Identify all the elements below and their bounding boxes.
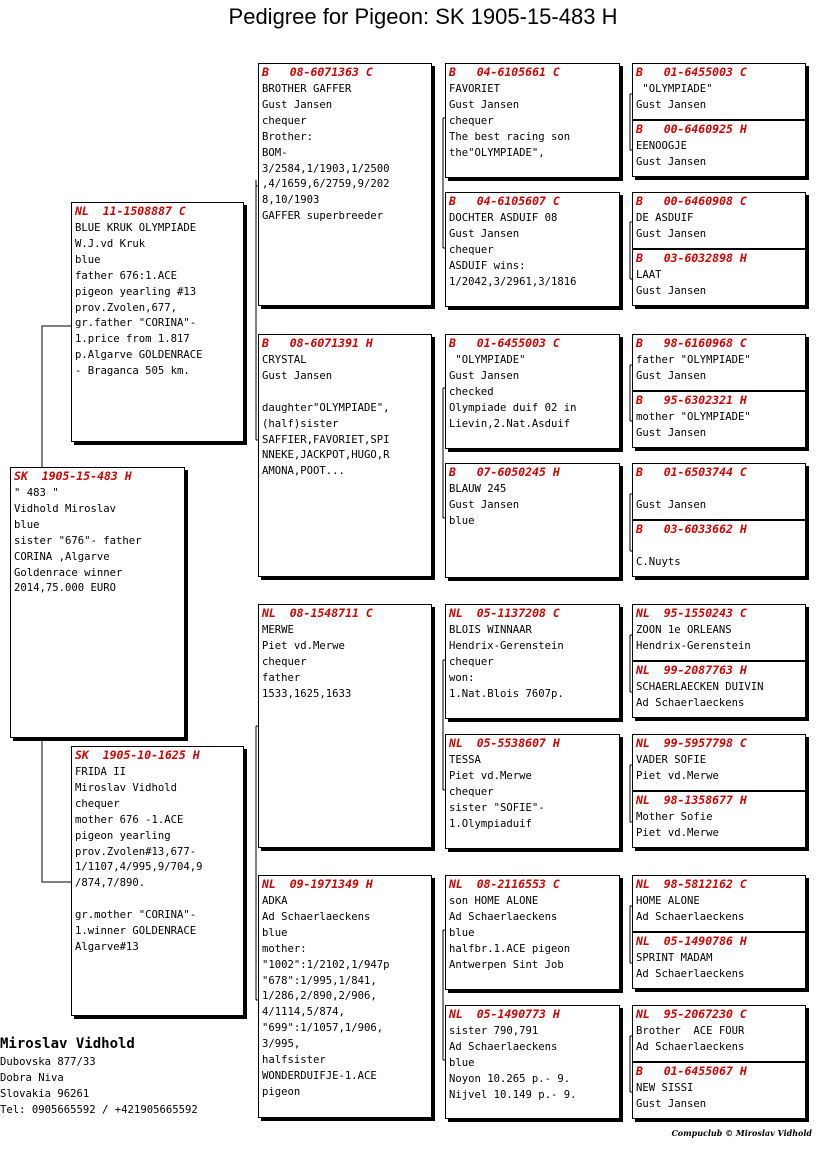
detail-line: 4/1114,5/874, [262,1006,345,1019]
detail-line: 1/2042,3/2961,3/1816 [449,275,577,288]
card-details [633,410,805,442]
ring-number: SK 1905-15-483 H [14,469,132,483]
detail-line: Gust Jansen [449,227,520,240]
card-details [446,353,619,433]
ring-number: B 08-6071363 C [262,65,373,79]
detail-line: sister "SOFIE"- [449,801,545,814]
ancestor-card-mff [445,604,620,719]
ancestor-card-g14 [632,932,806,989]
ring-number: B 08-6071391 H [262,336,373,350]
detail-line: Gust Jansen [636,98,707,111]
detail-line [75,892,241,908]
ring-number: NL 95-1550243 C [636,606,747,620]
paternal-grandmother-card [258,334,432,577]
detail-line: Gust Jansen [262,369,333,382]
ring-number: B 01-6503744 C [636,465,747,479]
detail-line: Vidhold Miroslav [14,502,117,515]
ancestor-card-g2 [632,120,806,177]
card-details [446,82,619,162]
maternal-grandfather-card [258,604,432,848]
detail-line: father 676:1.ACE [75,269,178,282]
detail-line: father [262,671,301,684]
detail-line: 1/1107,4/995,9/704,9 [75,861,203,874]
detail-line: chequer [262,655,307,668]
detail-line: GAFFER superbreeder [262,210,384,223]
ancestor-card-g6 [632,391,806,448]
detail-line: Gust Jansen [636,369,707,382]
ancestor-card-g3 [632,192,806,249]
detail-line: Brother ACE FOUR [636,1025,745,1037]
card-details [446,753,619,833]
detail-line: - Braganca 505 km. [75,365,190,378]
card-details [72,221,243,380]
detail-line: EENOOGJE [636,140,688,152]
detail-line: Lievin,2.Nat.Asduif [449,417,571,430]
card-details [259,353,431,480]
detail-line: checked [449,385,494,398]
card-details [446,211,619,291]
owner-name: Miroslav Vidhold [0,1036,135,1052]
ring-number: NL 95-2067230 C [636,1007,747,1021]
detail-line: sister "676"- father [14,534,142,547]
paternal-grandfather-card [258,63,432,306]
ring-number: B 00-6460908 C [636,194,747,208]
detail-line: BROTHER GAFFER [262,83,352,95]
page-title: Pedigree for Pigeon: SK 1905-15-483 H [228,4,618,29]
ring-number: NL 11-1508887 C [75,204,186,218]
detail-line: father "OLYMPIADE" [636,354,751,366]
card-details [633,82,805,114]
ring-number: NL 05-1137208 C [449,606,560,620]
detail-line: blue [14,518,40,531]
ring-number: B 00-6460925 H [636,122,747,136]
ring-number: NL 99-5957798 C [636,736,747,750]
detail-line: Gust Jansen [636,155,707,168]
maternal-grandmother-card [258,875,432,1118]
owner-phone: Tel: 0905665592 / +421905665592 [0,1104,198,1116]
detail-line: BLAUW 245 [449,483,507,495]
card-details [11,486,184,597]
detail-line: blue [262,926,288,939]
ancestor-card-g8 [632,520,806,577]
ancestor-card-g11 [632,734,806,791]
detail-line: " 483 " [14,487,59,499]
detail-line: blue [449,926,475,939]
detail-line: halfbr.1.ACE pigeon [449,942,571,955]
detail-line: blue [449,1056,475,1069]
detail-line: NNEKE,JACKPOT,HUGO,R [262,449,390,462]
detail-line: SAFFIER,FAVORIET,SPI [262,433,390,446]
detail-line: prov.Zvolen,677, [75,301,178,314]
detail-line: Gust Jansen [636,1097,707,1110]
ring-number: NL 08-2116553 C [449,877,560,891]
ring-number: B 03-6032898 H [636,251,747,265]
detail-line: LAAT [636,269,662,281]
detail-line: Ad Schaerlaeckens [449,910,558,923]
detail-line: DOCHTER ASDUIF 08 [449,212,558,224]
detail-line: 3/995, [262,1038,301,1051]
detail-line: HOME ALONE [636,895,700,907]
detail-line [262,385,429,401]
owner-address-line: Dobra Niva [0,1072,64,1084]
detail-line: pigeon yearling #13 [75,285,197,298]
card-details [633,894,805,926]
detail-line: SPRINT MADAM [636,952,713,964]
ring-number: B 01-6455003 C [636,65,747,79]
detail-line: Antwerpen Sint Job [449,958,564,971]
detail-line: mother: [262,942,307,955]
detail-line: Algarve#13 [75,940,139,953]
ancestor-card-ffm [445,192,620,307]
ancestor-card-g10 [632,661,806,718]
ancestor-card-fmm [445,463,620,578]
detail-line: chequer [449,655,494,668]
card-details [633,211,805,243]
ancestor-card-g9 [632,604,806,661]
card-details [633,680,805,712]
detail-line: Ad Schaerlaeckens [636,1040,745,1053]
detail-line: AMONA,POOT... [262,465,345,478]
card-details [446,623,619,703]
detail-line: won: [449,671,475,684]
detail-line: CRYSTAL [262,354,307,366]
detail-line: C.Nuyts [636,555,681,568]
detail-line: Ad Schaerlaeckens [636,910,745,923]
owner-address-line: Slovakia 96261 [0,1088,90,1100]
ancestor-card-mfm [445,734,620,849]
detail-line: chequer [449,114,494,127]
detail-line: Ad Schaerlaeckens [636,967,745,980]
detail-line: Gust Jansen [636,284,707,297]
detail-line: Gust Jansen [449,98,520,111]
detail-line: Brother: [262,130,314,143]
detail-line: 3/2584,1/1903,1/2500 [262,162,390,175]
ring-number: NL 05-1490786 H [636,934,747,948]
detail-line: The best racing son [449,130,571,143]
card-details [633,353,805,385]
ancestor-card-mmm [445,1005,620,1119]
detail-line: halfsister [262,1054,326,1067]
detail-line: CORINA ,Algarve [14,550,110,563]
ring-number: B 01-6455003 C [449,336,560,350]
subject-pigeon-card [10,467,185,738]
detail-line: Olympiade duif 02 in [449,401,577,414]
card-details [633,1024,805,1056]
detail-line: SCHAERLAECKEN DUIVIN [636,681,764,693]
ancestor-card-fmf [445,334,620,449]
owner-address-line: Dubovska 877/33 [0,1056,96,1068]
detail-line: blue [449,514,475,527]
detail-line: Goldenrace winner [14,566,123,579]
ring-number: B 98-6160968 C [636,336,747,350]
detail-line: TESSA [449,754,481,766]
ring-number: B 04-6105661 C [449,65,560,79]
ring-number: B 03-6033662 H [636,522,747,536]
ring-number: SK 1905-10-1625 H [75,748,200,762]
detail-line: chequer [449,785,494,798]
detail-line: prov.Zvolen#13,677- [75,845,197,858]
ancestor-card-g1 [632,63,806,120]
detail-line: chequer [262,114,307,127]
detail-line: son HOME ALONE [449,895,539,907]
detail-line: VADER SOFIE [636,754,707,766]
ancestor-card-g12 [632,791,806,848]
detail-line: Piet vd.Merwe [262,639,345,652]
ring-number: NL 99-2087763 H [636,663,747,677]
detail-line: WONDERDUIFJE-1.ACE [262,1069,377,1082]
detail-line: BLUE KRUK OLYMPIADE [75,222,197,234]
ring-number: B 95-6302321 H [636,393,747,407]
detail-line: daughter"OLYMPIADE", [262,401,390,414]
detail-line: mother "OLYMPIADE" [636,411,751,423]
detail-line: ASDUIF wins: [449,259,526,272]
detail-line: 1/286,2/890,2/906, [262,990,377,1003]
ring-number: NL 08-1548711 C [262,606,373,620]
detail-line: 1533,1625,1633 [262,687,352,700]
detail-line: gr.father "CORINA"- [75,317,197,330]
card-details [72,765,243,956]
owner-info [0,1034,198,1118]
card-details [633,482,805,514]
card-details [633,539,805,571]
detail-line: Gust Jansen [449,369,520,382]
detail-line: p.Algarve GOLDENRACE [75,349,203,362]
card-details [259,623,431,703]
detail-line: "OLYMPIADE" [449,354,526,366]
detail-line: blue [75,253,101,266]
detail-line: Noyon 10.265 p.- 9. [449,1072,571,1085]
detail-line: chequer [75,797,120,810]
ring-number: B 01-6455067 H [636,1064,747,1078]
detail-line: FRIDA II [75,766,127,778]
card-details [633,139,805,171]
detail-line: Miroslav Vidhold [75,781,178,794]
detail-line: sister 790,791 [449,1025,539,1037]
ring-number: B 04-6105607 C [449,194,560,208]
detail-line: Gust Jansen [636,227,707,240]
detail-line: 1.Nat.Blois 7607p. [449,687,564,700]
detail-line: 1.Olympiaduif [449,817,532,830]
card-details [259,82,431,225]
ancestor-card-g7 [632,463,806,520]
ring-number: NL 98-1358677 H [636,793,747,807]
detail-line: chequer [449,243,494,256]
card-details [446,894,619,974]
mother-card [71,746,244,1016]
detail-line: ,4/1659,6/2759,9/202 [262,178,390,191]
ring-number: NL 98-5812162 C [636,877,747,891]
detail-line [636,539,803,555]
detail-line: "OLYMPIADE" [636,83,713,95]
ring-number: NL 05-5538607 H [449,736,560,750]
detail-line: Ad Schaerlaeckens [636,696,745,709]
detail-line: NEW SISSI [636,1082,694,1094]
detail-line: Gust Jansen [449,498,520,511]
footer-credit: Compuclub © Miroslav Vidhold [671,1128,812,1138]
detail-line: "1002":1/2102,1/947p [262,958,390,971]
detail-line: 8,10/1903 [262,194,320,207]
detail-line: gr.mother "CORINA"- [75,909,197,922]
detail-line: Hendrix-Gerenstein [449,639,564,652]
ring-number: B 07-6050245 H [449,465,560,479]
detail-line: Mother Sofie [636,811,713,823]
card-details [633,268,805,300]
detail-line: 2014,75.000 EURO [14,582,117,595]
ancestor-card-g4 [632,249,806,306]
detail-line: Hendrix-Gerenstein [636,639,751,652]
card-details [633,623,805,655]
detail-line: Nijvel 10.149 p.- 9. [449,1088,577,1101]
ancestor-card-fff [445,63,620,178]
detail-line: Gust Jansen [262,98,333,111]
detail-line: mother 676 -1.ACE [75,813,184,826]
detail-line: (half)sister [262,417,339,430]
detail-line: 1.price from 1.817 [75,333,190,346]
detail-line: ADKA [262,895,288,907]
father-card [71,202,244,442]
detail-line: pigeon yearling [75,829,171,842]
detail-line: "678":1/995,1/841, [262,974,377,987]
ancestor-card-mmf [445,875,620,990]
ancestor-card-g13 [632,875,806,932]
detail-line: Piet vd.Merwe [636,826,719,839]
detail-line: Ad Schaerlaeckens [449,1040,558,1053]
detail-line: pigeon [262,1085,301,1098]
detail-line: Piet vd.Merwe [449,769,532,782]
card-details [446,482,619,530]
ring-number: NL 09-1971349 H [262,877,373,891]
detail-line: BOM- [262,146,288,159]
detail-line: the"OLYMPIADE", [449,146,545,159]
detail-line: Gust Jansen [636,498,707,511]
card-details [633,753,805,785]
detail-line [636,482,803,498]
card-details [259,894,431,1101]
card-details [633,951,805,983]
detail-line: 1.winner GOLDENRACE [75,925,197,938]
detail-line: Gust Jansen [636,426,707,439]
detail-line: DE ASDUIF [636,212,694,224]
card-details [633,1081,805,1113]
ancestor-card-g15 [632,1005,806,1062]
detail-line: FAVORIET [449,83,501,95]
detail-line: "699":1/1057,1/906, [262,1022,384,1035]
detail-line: MERWE [262,624,294,636]
ancestor-card-g5 [632,334,806,391]
detail-line: ZOON 1e ORLEANS [636,624,732,636]
ring-number: NL 05-1490773 H [449,1007,560,1021]
detail-line: W.J.vd Kruk [75,237,146,250]
detail-line: Piet vd.Merwe [636,769,719,782]
ancestor-card-g16 [632,1062,806,1119]
card-details [446,1024,619,1104]
detail-line: /874,7/890. [75,877,146,890]
card-details [633,810,805,842]
detail-line: Ad Schaerlaeckens [262,910,371,923]
detail-line: BLOIS WINNAAR [449,624,532,636]
